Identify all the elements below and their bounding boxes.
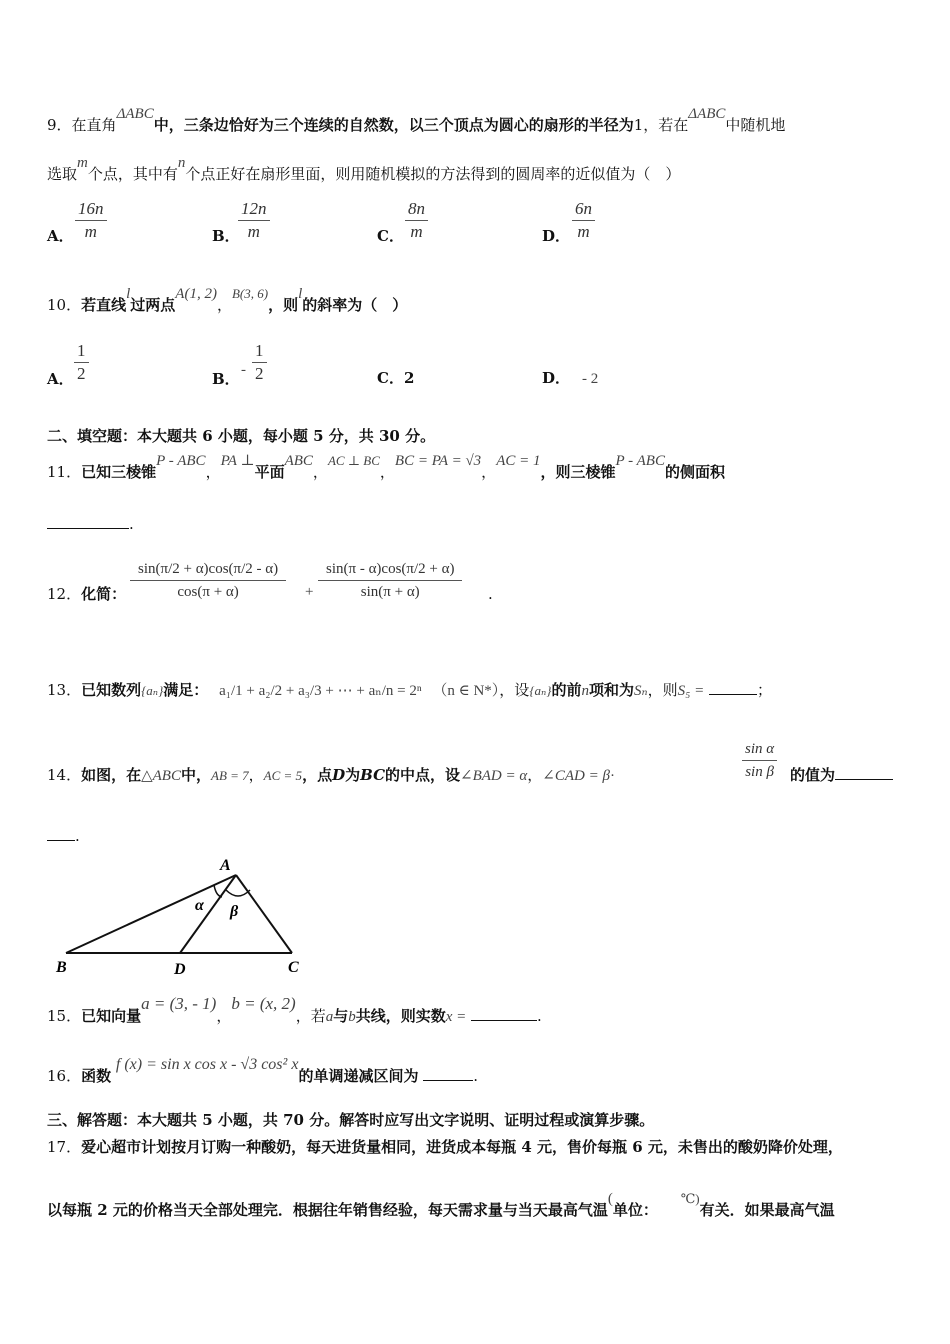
- q12-end: .: [488, 585, 493, 603]
- q15-answer-blank[interactable]: [471, 1006, 537, 1021]
- q14-line: 14．如图，在△ABC中，AB = 7，AC = 5，点D为BC的中点，设∠BAD = α，∠CAD = β·: [47, 766, 615, 784]
- q17-line1: 17．爱心超市计划按月订购一种酸奶，每天进货量相同，进货成本每瓶 4 元，售价每瓶 6 元，未售出的酸奶降价处理，: [47, 1138, 843, 1156]
- q10-option-d: D． - 2: [542, 369, 599, 387]
- q9-option-d-fraction: $\frac{6n}{m}$: [572, 198, 595, 243]
- q9-option-a-fraction: $\frac{16n}{m}$: [75, 198, 107, 243]
- median-ad: [180, 875, 236, 953]
- q9-option-b-fraction: $\frac{12n}{m}$: [238, 198, 270, 243]
- vertex-a-label: A: [220, 857, 231, 874]
- q11-answer-blank[interactable]: .: [47, 514, 134, 534]
- q10-option-b-fraction: $\frac{1}{2}$: [252, 340, 267, 385]
- q13-line: 13．已知数列{aₙ}满足： a₁/1 + a₂/2 + a₃/3 + ⋯ + aₙ/n = 2ⁿ （n ∈ N*），设{aₙ}的前n项和为Sₙ，则S₅ = ；: [47, 681, 773, 699]
- q14-fraction: $\frac{\text{sin α}}{\text{sin β}}$: [742, 738, 777, 783]
- beta-label: β: [230, 903, 239, 920]
- alpha-label: α: [195, 897, 204, 914]
- q17-line2: 以每瓶 2 元的价格当天全部处理完．根据往年销售经验，每天需求量与当天最高气温(单位： ℃)有关．如果最高气温: [47, 1191, 835, 1219]
- q9-line1: 9．在直角ΔABC中，三条边恰好为三个连续的自然数，以三个顶点为圆心的扇形的半径为1，若在ΔABC中随机地: [47, 106, 786, 134]
- q9-line2: 选取m个点，其中有n个点正好在扇形里面，则用随机模拟的方法得到的圆周率的近似值为（ ）: [47, 155, 681, 183]
- q12-fraction-2: $\frac{\sin(\pi - \alpha)\cos(\pi/2 + \alpha)}{\sin(\pi + \alpha)}$: [318, 558, 462, 603]
- q9-option-c-label: C．: [377, 227, 404, 245]
- q16-line: 16．函数 f (x) = sin x cos x - √3 cos² x的单调递减区间为 .: [47, 1056, 479, 1085]
- q15-line: 15．已知向量a = (3, - 1)，b = (x, 2)，若a与b共线，则实数x = .: [47, 994, 542, 1025]
- q10-option-a-label: A．: [47, 370, 74, 388]
- section-3-heading: 三、解答题：本大题共 5 小题，共 70 分。解答时应写出文字说明、证明过程或演算步骤。: [47, 1111, 655, 1129]
- q10-option-b-sign: -: [241, 362, 246, 378]
- triangle-figure: [40, 850, 320, 980]
- q12-fraction-1: $\frac{\sin(\pi/2 + \alpha)\cos(\pi/2 - \alpha)}{\cos(\pi + \alpha)}$: [130, 558, 286, 603]
- q13-answer-blank[interactable]: [709, 680, 757, 695]
- section-2-heading: 二、填空题：本大题共 6 小题，每小题 5 分，共 30 分。: [47, 427, 436, 445]
- q11-line: 11．已知三棱锥P - ABC，PA ⊥平面ABC，AC ⊥ BC，BC = PA = √3，AC = 1，则三棱锥P - ABC的侧面积: [47, 453, 725, 481]
- vertex-b-label: B: [56, 959, 67, 976]
- vertex-c-label: C: [288, 959, 299, 976]
- q14-answer-blank[interactable]: [835, 765, 893, 780]
- q9-option-b-label: B．: [212, 227, 240, 245]
- side-ab: [66, 875, 236, 953]
- q14-tail: 的值为: [790, 765, 893, 785]
- q9-option-a-label: A．: [47, 227, 74, 245]
- side-ac: [236, 875, 292, 953]
- q14-blank-continued: .: [47, 826, 80, 846]
- q9-option-d-label: D．: [542, 227, 571, 245]
- q10-option-b-label: B．: [212, 370, 240, 388]
- q10-line: 10．若直线l过两点A(1, 2)，B(3, 6)，则l的斜率为（ ）: [47, 286, 408, 314]
- q10-option-c: C．2: [377, 369, 415, 387]
- q16-answer-blank[interactable]: [423, 1066, 473, 1081]
- q10-option-a-fraction: $\frac{1}{2}$: [74, 340, 89, 385]
- q12-label: 12．化简：: [47, 585, 127, 603]
- q9-option-c-fraction: $\frac{8n}{m}$: [405, 198, 428, 243]
- q12-plus: +: [305, 584, 314, 600]
- point-d-label: D: [174, 961, 186, 978]
